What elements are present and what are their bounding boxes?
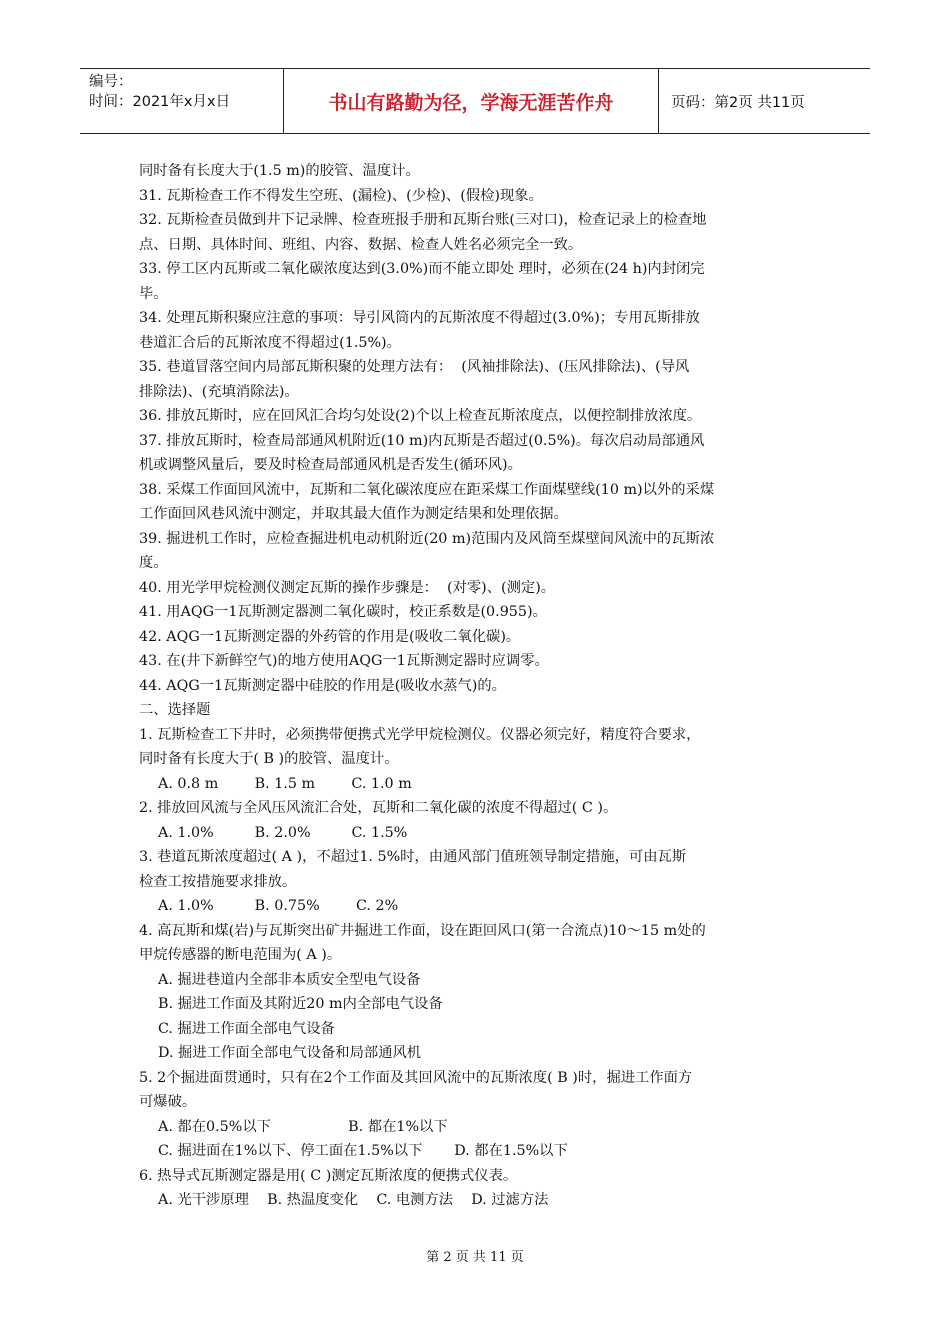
- question-text: 可爆破。: [139, 1094, 197, 1110]
- answer-option: D. 掘进工作面全部电气设备和局部通风机: [158, 1045, 422, 1061]
- text-line: 37. 排放瓦斯时，检查局部通风机附近(10 m)内瓦斯是否超过(0.5%)。每次启动局部通风: [139, 432, 705, 449]
- text-line: 35. 巷道冒落空间内局部瓦斯积聚的处理方法有： (风袖排除法)、(压风排除法)、(导风: [139, 359, 690, 375]
- section-heading: 二、选择题: [139, 702, 211, 718]
- answer-option: B. 掘进工作面及其附近20 m内全部电气设备: [158, 996, 443, 1012]
- text-line: 工作面回风巷风流中测定，并取其最大值作为测定结果和处理依据。: [139, 506, 568, 522]
- answer-options: C. 掘进面在1%以下、停工面在1.5%以下 D. 都在1.5%以下: [158, 1143, 568, 1159]
- question-text: 检查工按措施要求排放。: [139, 873, 297, 890]
- text-line: 44. AQG一1瓦斯测定器中硅胶的作用是(吸收水蒸气)的。: [139, 677, 506, 694]
- header-motto: 书山有路勤为径，学海无涯苦作舟: [283, 69, 659, 133]
- answer-options: A. 1.0% B. 0.75% C. 2%: [158, 898, 399, 914]
- doc-id-label: 编号：: [89, 74, 133, 90]
- header-page-label: 页码：第2页 共11页: [671, 94, 805, 111]
- question-text: 3. 巷道瓦斯浓度超过( A )，不超过1. 5%时，由通风部门值班领导制定措施，可由瓦斯: [139, 849, 687, 865]
- text-line: 39. 掘进机工作时，应检查掘进机电动机附近(20 m)范围内及风筒至煤壁间风流中的瓦斯浓: [139, 530, 715, 547]
- text-line: 42. AQG一1瓦斯测定器的外药管的作用是(吸收二氧化碳)。: [139, 628, 521, 645]
- question-text: 5. 2个掘进面贯通时，只有在2个工作面及其回风流中的瓦斯浓度( B )时，掘进工作面方: [139, 1069, 693, 1086]
- text-line: 排除法)、(充填消除法)。: [139, 383, 299, 400]
- text-line: 33. 停工区内瓦斯或二氧化碳浓度达到(3.0%)而不能立即处 理时，必须在(24 h)内封闭完: [139, 261, 705, 277]
- text-line: 巷道汇合后的瓦斯浓度不得超过(1.5%)。: [139, 334, 401, 351]
- page-footer: 第 2 页 共 11 页: [426, 1250, 524, 1265]
- text-line: 40. 用光学甲烷检测仪测定瓦斯的操作步骤是： (对零)、(测定)。: [139, 579, 556, 596]
- text-line: 43. 在(井下新鲜空气)的地方使用AQG一1瓦斯测定器时应调零。: [139, 653, 549, 669]
- text-line: 36. 排放瓦斯时，应在回风汇合均匀处设(2)个以上检查瓦斯浓度点，以便控制排放浓度。: [139, 408, 702, 424]
- text-line: 31. 瓦斯检查工作不得发生空班、(漏检)、(少检)、(假检)现象。: [139, 187, 543, 204]
- text-line: 同时备有长度大于(1.5 m)的胶管、温度计。: [139, 163, 420, 179]
- question-text: 1. 瓦斯检查工下井时，必须携带便携式光学甲烷检测仪。仪器必须完好，精度符合要求，: [139, 726, 701, 743]
- question-text: 甲烷传感器的断电范围为( A )。: [139, 947, 342, 963]
- question-text: 同时备有长度大于( B )的胶管、温度计。: [139, 751, 399, 767]
- question-text: 6. 热导式瓦斯测定器是用( C )测定瓦斯浓度的便携式仪表。: [139, 1167, 518, 1184]
- page-header: [80, 68, 870, 134]
- text-line: 41. 用AQG一1瓦斯测定器测二氧化碳时，校正系数是(0.955)。: [139, 604, 547, 620]
- text-line: 机或调整风量后，要及时检查局部通风机是否发生(循环风)。: [139, 457, 522, 473]
- text-line: 32. 瓦斯检查员做到井下记录牌、检查班报手册和瓦斯台账(三对口)，检查记录上的检查地: [139, 212, 707, 228]
- document-body: [139, 159, 819, 1213]
- text-line: 38. 采煤工作面回风流中，瓦斯和二氧化碳浓度应在距采煤工作面煤壁线(10 m)以外的采煤: [139, 481, 715, 498]
- header-meta: [80, 69, 283, 133]
- text-line: 34. 处理瓦斯积聚应注意的事项：导引风筒内的瓦斯浓度不得超过(3.0%)；专用瓦斯排放: [139, 310, 700, 326]
- question-text: 4. 高瓦斯和煤(岩)与瓦斯突出矿井掘进工作面，设在距回风口(第一合流点)10～15 m处的: [139, 922, 706, 939]
- text-line: 点、日期、具体时间、班组、内容、数据、检查人姓名必须完全一致。: [139, 236, 583, 253]
- doc-date-label: 时间：2021年x月x日: [89, 94, 231, 110]
- answer-options: A. 1.0% B. 2.0% C. 1.5%: [158, 824, 408, 841]
- text-line: 度。: [139, 555, 168, 571]
- text-line: 毕。: [139, 285, 168, 302]
- answer-options: A. 都在0.5%以下 B. 都在1%以下: [158, 1118, 448, 1135]
- answer-options: A. 光干涉原理 B. 热温度变化 C. 电测方法 D. 过滤方法: [158, 1192, 549, 1208]
- answer-options: A. 0.8 m B. 1.5 m C. 1.0 m: [158, 775, 412, 792]
- answer-option: C. 掘进工作面全部电气设备: [158, 1020, 335, 1037]
- answer-option: A. 掘进巷道内全部非本质安全型电气设备: [158, 971, 421, 988]
- question-text: 2. 排放回风流与全风压风流汇合处，瓦斯和二氧化碳的浓度不得超过( C )。: [139, 800, 618, 816]
